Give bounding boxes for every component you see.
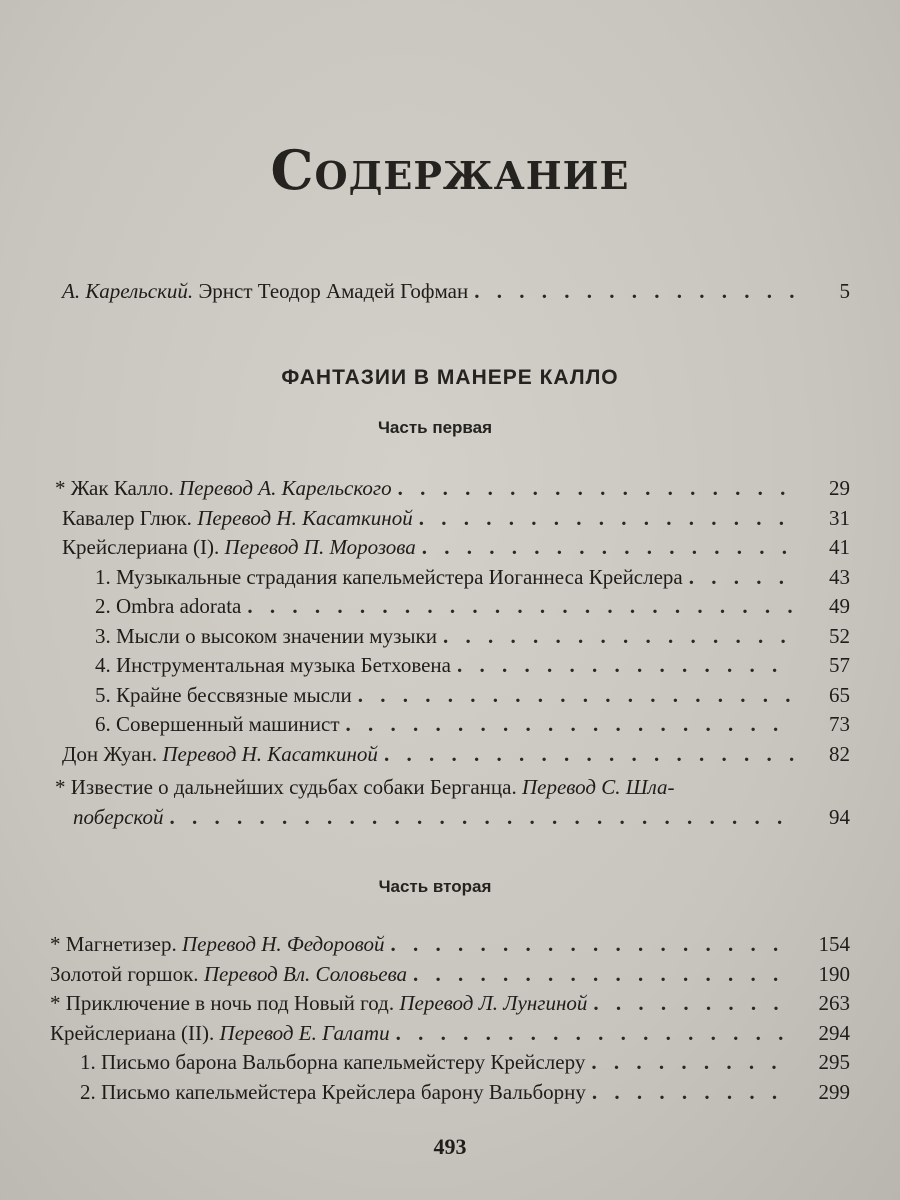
- entry-title: 5. Крайне бессвязные мысли: [95, 682, 352, 707]
- page-number: 94: [829, 805, 850, 829]
- toc-entry: [95, 709, 850, 739]
- dot-leader: [443, 621, 794, 651]
- entry-mark: *: [55, 775, 71, 799]
- entry-title: 6. Совершенный машинист: [95, 712, 340, 736]
- section-heading: ФАНТАЗИИ В МАНЕРЕ КАЛЛО: [281, 366, 619, 389]
- page-number: 43: [829, 564, 850, 589]
- toc-entry: [50, 929, 850, 959]
- page-number: 31: [829, 505, 850, 530]
- intro-author: А. Карельский.: [62, 279, 194, 303]
- page-number: 190: [818, 961, 850, 986]
- intro-title: Эрнст Теодор Амадей Гофман: [198, 279, 469, 303]
- entry-translator: Перевод Л. Лунгиной: [394, 991, 588, 1015]
- dot-leader: [396, 1018, 794, 1048]
- page-number: 41: [829, 535, 850, 559]
- part-heading-1: Часть первая: [377, 418, 493, 437]
- dot-leader: [358, 680, 794, 710]
- entry-translator: Перевод Н. Касаткиной: [157, 741, 378, 766]
- entry-translator: Перевод Н. Федоровой: [176, 932, 385, 956]
- entry-title: 2. Ombra adorata: [95, 594, 242, 618]
- toc-entry: [95, 591, 850, 621]
- entry-mark: *: [50, 991, 66, 1015]
- entry-mark: *: [50, 932, 66, 956]
- page-number: 49: [829, 594, 850, 618]
- page-number: 263: [818, 991, 850, 1015]
- toc-entry: [95, 680, 850, 710]
- entry-translator-cont: поберской: [73, 805, 164, 829]
- entry-title: Магнетизер.: [65, 932, 177, 956]
- entry-translator: Перевод А. Карельского: [173, 476, 392, 500]
- entry-title: 1. Письмо барона Вальборна капельмейстеру Крейслеру: [80, 1050, 586, 1074]
- toc-entry: [62, 532, 850, 562]
- page-number: 29: [829, 476, 850, 500]
- dot-leader: [384, 739, 794, 769]
- entry-title: Известие о дальнейших судьбах собаки Берганца.: [70, 775, 517, 799]
- entry-title: Золотой горшок.: [50, 961, 199, 986]
- toc-entry-long: [55, 772, 850, 802]
- toc-entry: [95, 621, 850, 651]
- toc-entry: [95, 650, 850, 680]
- entry-title: Приключение в ночь под Новый год.: [65, 991, 395, 1015]
- entry-translator: Перевод П. Морозова: [219, 535, 416, 559]
- dot-leader: [398, 473, 794, 503]
- page-number: 299: [818, 1079, 850, 1104]
- dot-leader: [591, 1047, 794, 1077]
- entry-title: 1. Музыкальные страдания капельмейстера Иоганнеса Крейслера: [95, 564, 683, 589]
- entry-title: 2. Письмо капельмейстера Крейслера барону Вальборну: [80, 1079, 586, 1104]
- page-number: 154: [818, 932, 850, 956]
- dot-leader: [593, 988, 794, 1018]
- page-number: 65: [829, 682, 850, 707]
- toc-entry: [55, 473, 850, 503]
- toc-entry: [62, 739, 850, 769]
- dot-leader: [391, 929, 794, 959]
- entry-translator: Перевод Вл. Соловьева: [198, 961, 408, 986]
- page-number: 5: [839, 279, 850, 303]
- entry-translator: Перевод С. Шла-: [521, 775, 675, 799]
- entry-title: Крейслериана (I).: [62, 535, 220, 559]
- entry-title: Дон Жуан.: [62, 741, 158, 766]
- toc-entry: [80, 1077, 850, 1107]
- toc-entry: [50, 959, 850, 989]
- page-folio: 493: [433, 1134, 467, 1159]
- entry-title: 3. Мысли о высоком значении музыки: [95, 623, 437, 648]
- entry-mark: *: [55, 476, 71, 500]
- entry-title: 4. Инструментальная музыка Бетховена: [95, 653, 451, 677]
- entry-translator: Перевод Е. Галати: [214, 1020, 390, 1045]
- page-title: Содержание: [270, 138, 630, 202]
- dot-leader: [422, 532, 794, 562]
- toc-entry-intro: [62, 276, 850, 306]
- toc-entry: [80, 1047, 850, 1077]
- entry-title: Крейслериана (II).: [50, 1020, 215, 1045]
- toc-entry: [95, 562, 850, 592]
- dot-leader: [689, 562, 794, 592]
- page-number: 294: [818, 1020, 850, 1045]
- entry-title: Жак Калло.: [70, 476, 174, 500]
- page-number: 52: [829, 623, 850, 648]
- toc-entry: [50, 1018, 850, 1048]
- page-number: 73: [829, 712, 850, 736]
- dot-leader: [419, 503, 794, 533]
- part-heading-2: Часть вторая: [378, 877, 492, 896]
- page-number: 82: [829, 741, 850, 766]
- page-number: 57: [829, 653, 850, 677]
- dot-leader: [457, 650, 794, 680]
- toc-entry: [62, 503, 850, 533]
- dot-leader: [169, 802, 794, 832]
- dot-leader: [413, 959, 794, 989]
- toc-entry-long-cont: [73, 802, 850, 832]
- page-number: 295: [818, 1050, 850, 1074]
- toc-entry: [50, 988, 850, 1018]
- dot-leader: [346, 709, 794, 739]
- dot-leader: [474, 276, 794, 306]
- entry-title: Кавалер Глюк.: [62, 505, 192, 530]
- entry-translator: Перевод Н. Касаткиной: [191, 505, 413, 530]
- dot-leader: [592, 1077, 794, 1107]
- dot-leader: [247, 591, 794, 621]
